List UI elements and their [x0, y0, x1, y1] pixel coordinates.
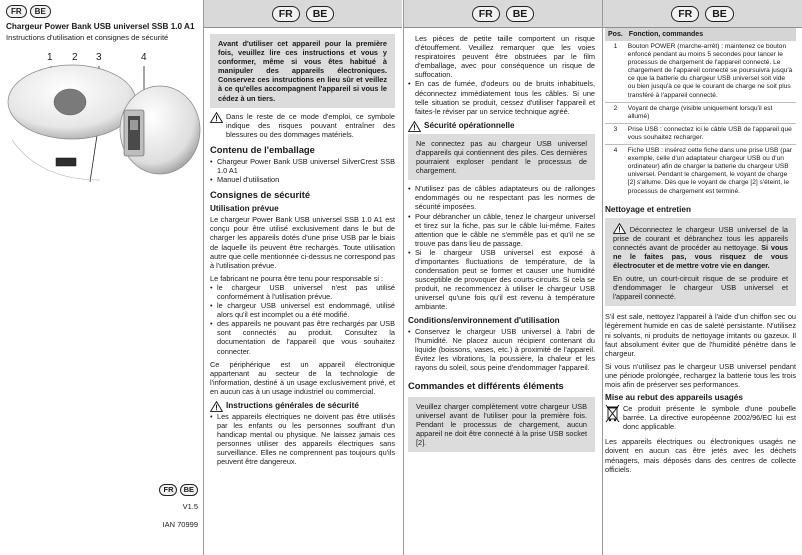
column-4	[602, 0, 802, 555]
badge-fr: FR	[272, 6, 300, 22]
badge-fr: FR	[671, 6, 699, 22]
callout-2: 2	[72, 52, 78, 63]
crossed-bin-icon	[605, 404, 620, 423]
list-item: • Pour débrancher un câble, tenez le chargeur universel et tirez sur la fiche, pas sur le câble lui-même. Faites attention que le câble ne s'emmêle pas et qu'il ne se trouve pas dans lieu de passage.	[408, 212, 595, 248]
table-header-function: Fonction, commandes	[626, 28, 796, 41]
intended-use-heading: Utilisation prévue	[210, 204, 279, 214]
badge-fr: FR	[472, 6, 500, 22]
peripheral-text: Ce périphérique est un appareil électronique appartenant au secteur de la technologie de l'information, destiné à un usage exclusivement privé, et en aucun cas à un usage industriel ou commercial.	[210, 359, 395, 396]
ian-label: IAN 70999	[162, 520, 198, 529]
packaging-heading: Contenu de l'emballage	[210, 143, 315, 155]
smoke-list	[408, 79, 595, 115]
list-item: • N'utilisez pas de câbles adaptateurs ou de rallonges endommagés ou ne respectant pas les normes de sécurité imposées.	[408, 184, 595, 211]
version-label: V1.5	[182, 502, 198, 511]
table-cell-pos: 1	[605, 41, 626, 102]
battery-warning: Ne connectez pas au chargeur USB universel d'appareils qui contiennent des piles. Ces dernières pourraient exploser pendant le processus de chargement.	[408, 134, 595, 180]
badge-be: BE	[506, 6, 535, 22]
list-item: • Les appareils électriques ne doivent pas être utilisés par les enfants ou les personnes souffrant d'un handicap mental ou physique. Ne laissez jamais ces personnes utiliser des appareils électriques sans surveillance. Elles ne comprennent pas toujours qu'ils peuvent être dangereux.	[210, 412, 395, 467]
cleaning-warning-extra: En outre, un court-circuit risque de se produire et d'endommager le chargeur USB universel et l'appareil connecté.	[613, 274, 788, 302]
cleaning-warning-text	[613, 223, 788, 270]
controls-table	[605, 28, 796, 198]
table-row	[605, 102, 796, 123]
controls-heading: Commandes et différents éléments	[408, 380, 564, 391]
conditions-list	[408, 327, 595, 372]
column-3	[403, 0, 602, 555]
warning-icon	[613, 223, 626, 234]
packaging-list	[210, 157, 395, 184]
column-2	[203, 0, 402, 555]
small-parts-text: Les pièces de petite taille comportent un risque d'étouffement. Veuillez remarquer que les voies respiratoires peuvent être obstruées par le film d'emballage, avec pour conséquence un risque de suffocation.	[415, 34, 595, 80]
column-2-header	[204, 0, 402, 28]
back-language-badges	[150, 484, 198, 496]
table-cell-text: Prise USB : connectez ici le câble USB de l'appareil que vous souhaitez recharger.	[626, 123, 796, 144]
callout-3: 3	[96, 52, 102, 63]
general-safety-heading-row	[210, 401, 395, 412]
document-subtitle: Instructions d'utilisation et consignes de sécurité	[6, 33, 169, 42]
badge-be-footer: BE	[180, 484, 198, 496]
operational-list	[408, 184, 595, 311]
warning-icon	[210, 401, 223, 412]
table-header-pos: Pos.	[605, 28, 626, 41]
warning-icon	[408, 121, 421, 132]
cleaning-warning-main: Déconnectez le chargeur USB universel de la prise de courant et débranchez tous les appareils connectés avant de procéder au nettoyage.	[613, 224, 788, 252]
conditions-heading: Conditions/environnement d'utilisation	[408, 315, 560, 325]
list-item: • des appareils ne pouvant pas être rechargés par USB sont connectés au produit. Consultez la documentation de l'appareil que vous souhaitez connecter.	[210, 319, 395, 355]
list-item: • Conservez le chargeur USB universel à l'abri de l'humidité. Ne placez aucun récipient contenant du liquide (boissons, vases, etc.) à proximité de l'appareil. Évitez les vibrations, la poussière, la chaleur et les rayons du soleil, sous peine d'endommager l'appareil.	[408, 327, 595, 372]
table-cell-text: Voyant de charge (visible uniquement lorsqu'il est allumé)	[626, 102, 796, 123]
dirty-text: S'il est sale, nettoyez l'appareil à l'aide d'un chiffon sec ou légèrement humide en cas de saleté persistante. N'utilisez ni solvants, ni produits de nettoyage irritants ou gazeux. Il faut absolument éviter que de l'humidité pénètre dans le chargeur.	[605, 312, 796, 358]
language-badges	[6, 5, 51, 18]
cover-column	[0, 0, 201, 555]
cleaning-warning-box	[605, 218, 796, 307]
disposal-heading: Mise au rebut des appareils usagés	[605, 393, 743, 403]
list-item: • En cas de fumée, d'odeurs ou de bruits inhabituels, déconnectez immédiatement tous les câbles. Si une telle situation se produit, cessez d'utiliser l'appareil et faites-le réviser par un service technique agréé.	[408, 79, 595, 115]
liability-intro: Le fabricant ne pourra être tenu pour responsable si :	[210, 273, 384, 283]
column-3-header	[404, 0, 602, 28]
callout-1: 1	[47, 52, 53, 63]
controls-text: Veuillez charger complètement votre chargeur USB universel avant de l'utiliser pour la première fois. Pendant le processus de chargement, aucun appareil ne doit être connecté à la prise USB socket [2].	[408, 397, 595, 452]
safety-heading: Consignes de sécurité	[210, 189, 311, 201]
table-row	[605, 145, 796, 198]
intended-use-text: Le chargeur Power Bank USB universel SSB 1.0 A1 est conçu pour être utilisé exclusivement dans le but de charger les appareils dotés d'une prise USB par le biais de laquelle ils peuvent être rechargés. Toute utilisation autre que celle mentionnée ci-dessus ne correspond pas à l'utilisation prévue.	[210, 215, 395, 270]
general-safety-list	[210, 412, 395, 467]
badge-be: BE	[306, 6, 335, 22]
table-row	[605, 41, 796, 102]
disposal-text-2: Les appareils électriques ou électroniques usagés ne doivent en aucun cas être jetés avec les déchets ménagers, mais déposés dans des centres de collecte officiels.	[605, 437, 796, 474]
warning-note-text: Dans le reste de ce mode d'emploi, ce symbole indique des risques pouvant entraîner des blessures ou des dommages matériels.	[226, 111, 395, 139]
intro-notice: Avant d'utiliser cet appareil pour la première fois, veuillez lire ces instructions et vous y conformer, même si vous êtes habitué à manipuler des appareils électroniques. Conservez ces instructions en lieu sûr et veillez à ce qu'elles accompagnent l'appareil si vous le cédez à un tiers.	[210, 34, 395, 108]
column-4-header	[603, 0, 802, 28]
badge-be: BE	[705, 6, 734, 22]
liability-list	[210, 283, 395, 356]
table-row	[605, 123, 796, 144]
general-safety-heading: Instructions générales de sécurité	[226, 401, 359, 410]
table-cell-text: Bouton POWER (marche-arrêt) : maintenez ce bouton enfoncé pendant au moins 5 secondes pour lancer le processus de chargement de l'appareil connecté. Le chargement de l'appareil connecté se poursuivra jusqu'à ce que la batterie du chargeur USB universel soit vide ou bien jusqu'à ce que le courant de charge ne soit plus transféré à l'appareil connecté.	[626, 41, 796, 102]
list-item: • Chargeur Power Bank USB universel SilverCrest SSB 1.0 A1	[210, 157, 395, 175]
operational-safety-heading: Sécurité opérationnelle	[424, 120, 515, 130]
list-item: • le chargeur USB universel est endommagé, utilisé alors qu'il est incomplet ou a été modifié.	[210, 301, 395, 319]
list-item: • Si le chargeur USB universel est exposé à d'importantes fluctuations de température, de la condensation peut se former et causer une humidité susceptible de provoquer des courts-circuits. Si cela se produit, ne recommencez à utiliser le chargeur USB universel qu'une fois qu'il est revenu à température ambiante.	[408, 248, 595, 312]
storage-text: Si vous n'utilisez pas le chargeur USB universel pendant une période prolongée, rechargez la batterie tous les trois mois afin de préserver ses performances.	[605, 361, 796, 389]
table-cell-pos: 3	[605, 123, 626, 144]
cleaning-warning-danger: Si vous ne le faites pas, vous risquez de vous électrocuter et de mettre votre vie en danger.	[613, 242, 789, 270]
badge-be: BE	[30, 5, 51, 18]
table-cell-pos: 4	[613, 147, 618, 155]
list-item: • le chargeur USB universel n'est pas utilisé conformément à l'utilisation prévue.	[210, 283, 395, 301]
table-cell-text: Fiche USB : insérez cette fiche dans une prise USB (par exemple, celle d'un adaptateur chargeur USB ou d'un ordinateur) afin de charger la batterie du chargeur USB universel. Pendant le chargement, le voyant de charge [2] s'allume. Dès que le voyant de charge [2] s'éteint, le processus de chargement est terminé.	[627, 147, 792, 195]
warning-icon	[210, 112, 223, 123]
list-item: • Manuel d'utilisation	[210, 175, 395, 184]
disposal-text: Ce produit présente le symbole d'une poubelle barrée. La directive européenne 2002/96/EC lui est donc applicable.	[623, 404, 796, 432]
product-title: Chargeur Power Bank USB universel SSB 1.0 A1	[6, 22, 195, 31]
badge-fr: FR	[6, 5, 27, 18]
warning-symbol-note	[210, 112, 395, 139]
operational-safety-heading-row	[408, 121, 595, 132]
table-cell-pos: 2	[605, 102, 626, 123]
product-illustration	[0, 62, 201, 212]
callout-4: 4	[141, 52, 147, 63]
cleaning-heading: Nettoyage et entretien	[605, 204, 691, 214]
disposal-row	[605, 404, 796, 431]
badge-fr-footer: FR	[159, 484, 177, 496]
